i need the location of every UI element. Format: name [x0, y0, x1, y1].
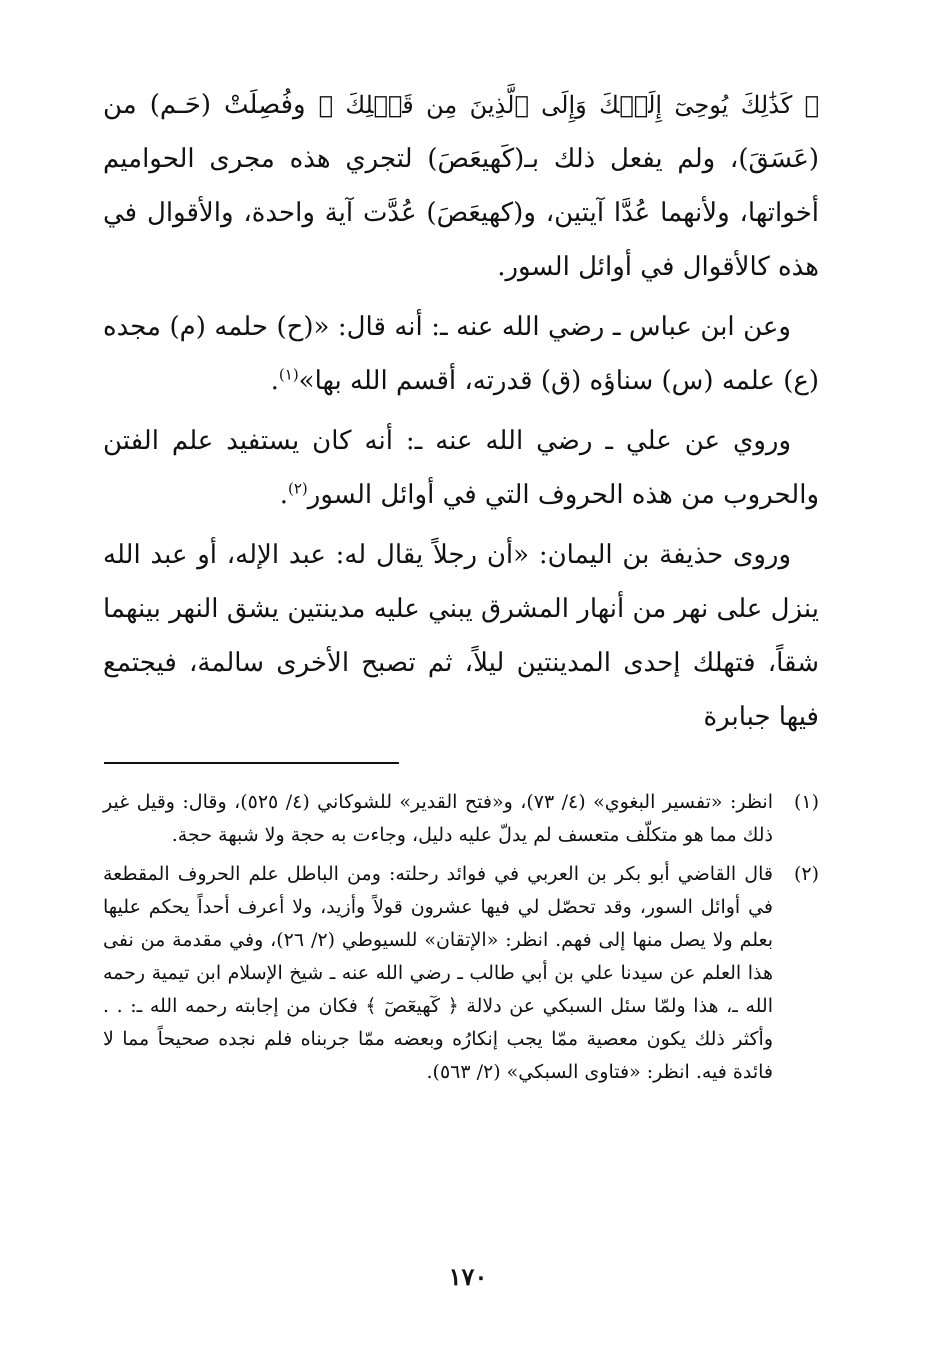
paragraph-2-tail: . [270, 366, 279, 396]
footnote-2-number: (٢) [793, 863, 819, 885]
footnotes [103, 786, 819, 1089]
footnote-ref-2[interactable]: (٢) [288, 479, 308, 498]
paragraph-1-text: وفُصِلَتْ (حَـم) من (عَسَقَ)، ولم يفعل ذلك بـ(كَهيعَصَ) لتجري هذه مجرى الحواميم أخواتها، ولأنهما عُدَّا آيتين، و(كهيعَصَ) عُدَّت آية واحدة، والأقوال في هذه كالأقوال في أوائل السور. [103, 90, 819, 282]
paragraph-1 [103, 78, 819, 294]
paragraph-4 [103, 528, 819, 744]
footnote-divider [104, 762, 399, 764]
paragraph-3-text: وروي عن علي ـ رضي الله عنه ـ: أنه كان يستفيد علم الفتن والحروب من هذه الحروف التي في أوائل السور [103, 426, 819, 510]
footnote-1-text: انظر: «تفسير البغوي» (٤/ ٧٣)، و«فتح القدير» للشوكاني (٤/ ٥٢٥)، وقال: وقيل غير ذلك مما هو متكلّف متعسف لم يدلّ عليه دليل، وجاءت به حجة ولا شبهة حجة. [103, 791, 773, 846]
page-number: ١٧٠ [448, 1262, 488, 1291]
footnote-1 [103, 786, 819, 852]
main-text [103, 78, 819, 744]
paragraph-3 [103, 414, 819, 522]
quran-verse: ﴿ كَذَٰلِكَ يُوحِىٓ إِلَيۡكَ وَإِلَى ٱلَّذِينَ مِن قَبۡلِكَ ﴾ [318, 91, 819, 119]
footnote-2 [103, 858, 819, 1089]
footnote-ref-1[interactable]: (١) [278, 365, 299, 384]
paragraph-2 [103, 300, 819, 408]
paragraph-4-text: وروى حذيفة بن اليمان: «أن رجلاً يقال له: عبد الإله، أو عبد الله ينزل على نهر من أنهار المشرق يبني عليه مدينتين يشق النهر بينهما شقاً، فتهلك إحدى المدينتين ليلاً، ثم تصبح الأخرى سالمة، فيجتمع فيها جبابرة [103, 540, 819, 732]
footnote-1-number: (١) [793, 791, 819, 813]
paragraph-2-text: وعن ابن عباس ـ رضي الله عنه ـ: أنه قال: «(ح) حلمه (م) مجده (ع) علمه (س) سناؤه (ق) قدرته، أقسم الله بها» [103, 312, 819, 396]
book-page [103, 78, 819, 1095]
footnote-2-text: قال القاضي أبو بكر بن العربي في فوائد رحلته: ومن الباطل علم الحروف المقطعة في أوائل السور، وقد تحصّل لي فيها عشرون قولاً وأزيد، ولا أعرف أحداً يحكم عليها بعلم ولا يصل منها إلى فهم. انظر: «الإتقان» للسيوطي (٢/ ٢٦)، وفي مقدمة من نفى هذا العلم عن سيدنا علي بن أبي طالب ـ رضي الله عنه ـ شيخ الإسلام ابن تيمية رحمه الله ـ، هذا ولمّا سئل السبكي عن دلالة ﴿ كٓهيعٓصٓ ﴾ فكان من إجابته رحمه الله ـ: . . وأكثر ذلك يكون معصية ممّا يجب إنكارُه وبعضه ممّا جربناه فلم نجده صحيحاً مما لا فائدة فيه. انظر: «فتاوى السبكي» (٢/ ٥٦٣). [103, 863, 773, 1083]
paragraph-3-tail: . [279, 480, 288, 510]
